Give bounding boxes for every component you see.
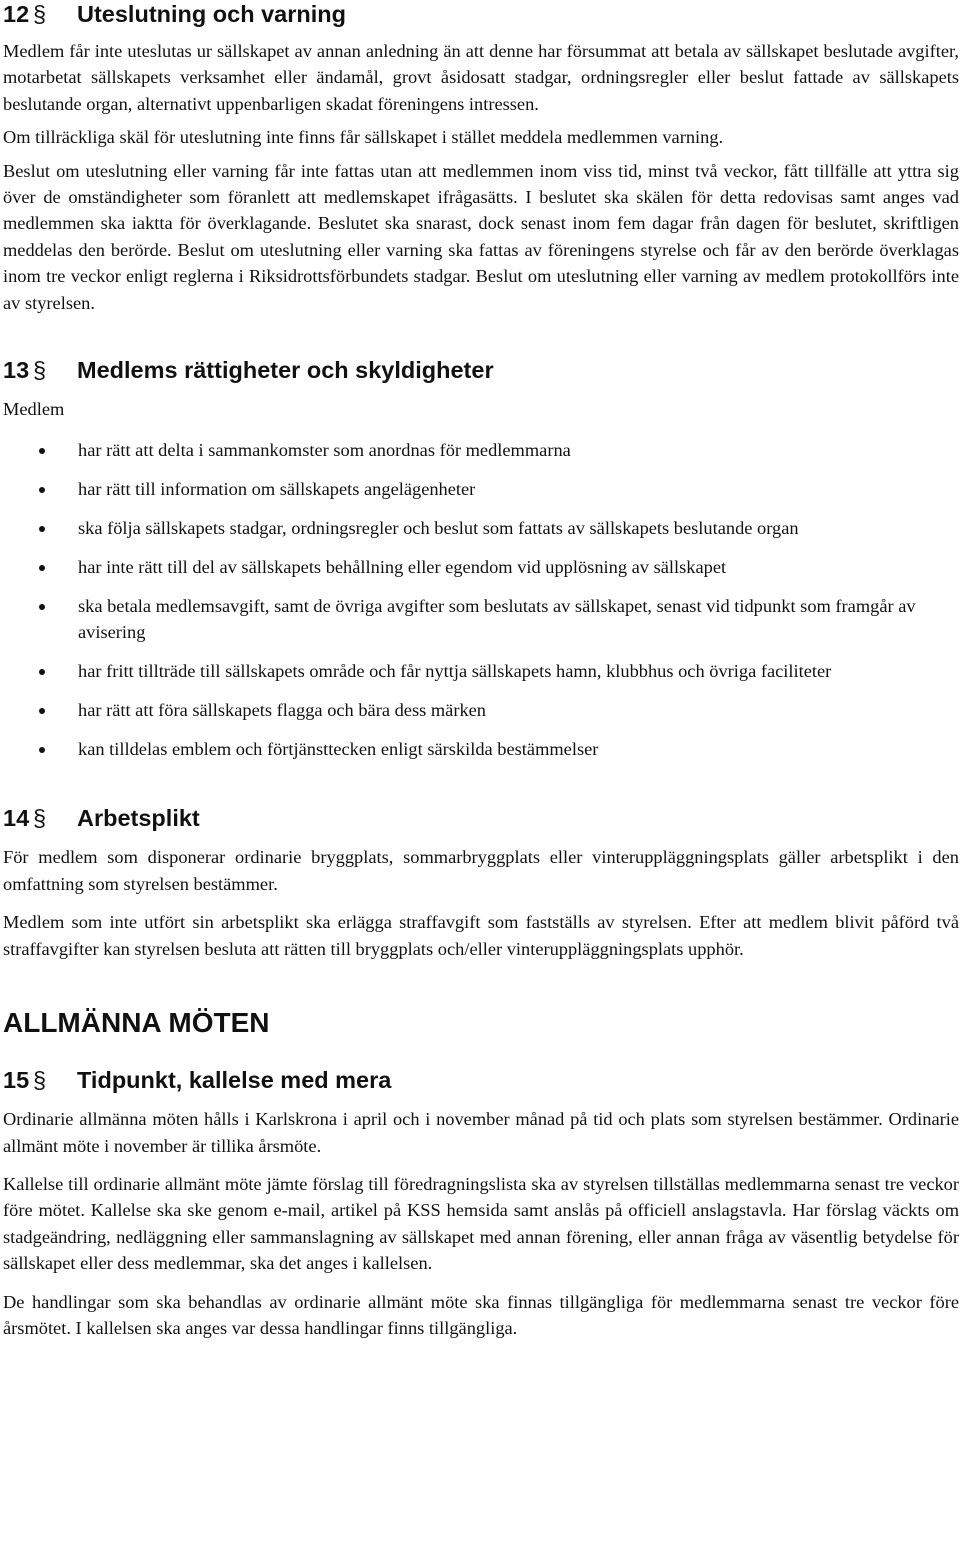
section-15-paragraph-2: Kallelse till ordinarie allmänt möte jämte förslag till föredragningslista ska av styrelsen tillställas medlemmarna senast tre veckor före mötet. Kallelse ska ske genom e-mail, artikel på KSS hemsida samt anslås på officiell anslagstavla. Har förslag väckts om stadgeändring, nedläggning eller sammanslagning av sällskapet med annan förening, eller annan fråga av väsentlig betydelse för sällskapet eller dess medlemmar, ska det anges i kallelsen. xyxy=(3,1173,959,1274)
list-item: har inte rätt till del av sällskapets behållning eller egendom vid upplösning av sällskapet xyxy=(3,554,959,580)
section-14-paragraph-2: Medlem som inte utfört sin arbetsplikt ska erlägga straffavgift som fastställs av styrelsen. Efter att medlem blivit påförd två straffavgifter kan styrelsen besluta att rätten till bryggplats och/eller vinteruppläggningsplats upphör. xyxy=(3,912,959,959)
document-page xyxy=(3,0,959,1341)
section-14-paragraph-1: För medlem som disponerar ordinarie bryggplats, sommarbryggplats eller vinteruppläggningsplats gäller arbetsplikt i den omfattning som styrelsen bestämmer. xyxy=(3,847,959,894)
list-item: har rätt att föra sällskapets flagga och bära dess märken xyxy=(3,697,959,723)
section-14-heading xyxy=(3,804,959,832)
section-symbol: § xyxy=(33,0,47,27)
bullet-icon xyxy=(39,604,45,610)
section-symbol: § xyxy=(33,356,47,383)
section-number: 15 xyxy=(3,1066,30,1093)
section-symbol: § xyxy=(33,804,47,831)
bullet-icon xyxy=(39,565,45,571)
section-title: Arbetsplikt xyxy=(77,804,200,831)
section-12-paragraph-1: Medlem får inte uteslutas ur sällskapet av annan anledning än att denne har försummat att betala av sällskapet beslutade avgifter, motarbetat sällskapets verksamhet eller ändamål, grovt åsidosatt stadgar, ordningsregler eller beslut fattade av sällskapets beslutande organ, alternativt uppenbarligen skadat föreningens intressen. xyxy=(3,41,959,114)
section-title: Tidpunkt, kallelse med mera xyxy=(77,1066,392,1093)
bullet-icon xyxy=(39,448,45,454)
rights-duties-list xyxy=(3,437,959,762)
bullet-icon xyxy=(39,708,45,714)
section-15-heading xyxy=(3,1066,959,1094)
section-title: Medlems rättigheter och skyldigheter xyxy=(77,356,494,383)
list-item: kan tilldelas emblem och förtjänsttecken enligt särskilda bestämmelser xyxy=(3,736,959,762)
section-12-heading xyxy=(3,0,959,28)
bullet-icon xyxy=(39,487,45,493)
list-item: har rätt att delta i sammankomster som anordnas för medlemmarna xyxy=(3,437,959,463)
section-12-paragraph-2: Om tillräckliga skäl för uteslutning inte finns får sällskapet i stället meddela medlemmen varning. xyxy=(3,127,724,148)
section-12-paragraph-3: Beslut om uteslutning eller varning får inte fattas utan att medlemmen inom viss tid, minst två veckor, fått tillfälle att yttra sig över de omständigheter som föranlett att medlemskapet ifrågasätts. I beslutet ska skälen för detta redovisas samt anges vad medlemmen ska iaktta för överklagande. Beslutet ska snarast, dock senast inom fem dagar från dagen för beslutet, skriftligen meddelas den berörde. Beslut om uteslutning eller varning ska fattas av föreningens styrelse och får av den berörde överklagas inom tre veckor enligt reglerna i Riksidrottsförbundets stadgar. Beslut om uteslutning eller varning av medlem protokollförs inte av styrelsen. xyxy=(3,160,959,313)
section-15-paragraph-3: De handlingar som ska behandlas av ordinarie allmänt möte ska finnas tillgängliga för medlemmarna senast tre veckor före årsmötet. I kallelsen ska anges var dessa handlingar finns tillgängliga. xyxy=(3,1291,959,1338)
list-item: har rätt till information om sällskapets angelägenheter xyxy=(3,476,959,502)
section-title: Uteslutning och varning xyxy=(77,0,346,27)
bullet-icon xyxy=(39,669,45,675)
section-number: 12 xyxy=(3,0,30,27)
list-item: ska betala medlemsavgift, samt de övriga avgifter som beslutats av sällskapet, senast vid tidpunkt som framgår av avisering xyxy=(3,593,959,645)
section-13-heading xyxy=(3,356,959,384)
section-number: 14 xyxy=(3,804,30,831)
section-symbol: § xyxy=(33,1066,47,1093)
list-item: har fritt tillträde till sällskapets område och får nyttja sällskapets hamn, klubbhus och övriga faciliteter xyxy=(3,658,959,684)
list-item: ska följa sällskapets stadgar, ordningsregler och beslut som fattats av sällskapets beslutande organ xyxy=(3,515,959,541)
section-13-intro: Medlem xyxy=(3,399,65,420)
bullet-icon xyxy=(39,526,45,532)
bullet-icon xyxy=(39,747,45,753)
section-number: 13 xyxy=(3,356,30,383)
section-15-paragraph-1: Ordinarie allmänna möten hålls i Karlskrona i april och i november månad på tid och plats som styrelsen bestämmer. Ordinarie allmänt möte i november är tillika årsmöte. xyxy=(3,1109,959,1156)
general-meetings-heading: ALLMÄNNA MÖTEN xyxy=(3,1007,270,1039)
